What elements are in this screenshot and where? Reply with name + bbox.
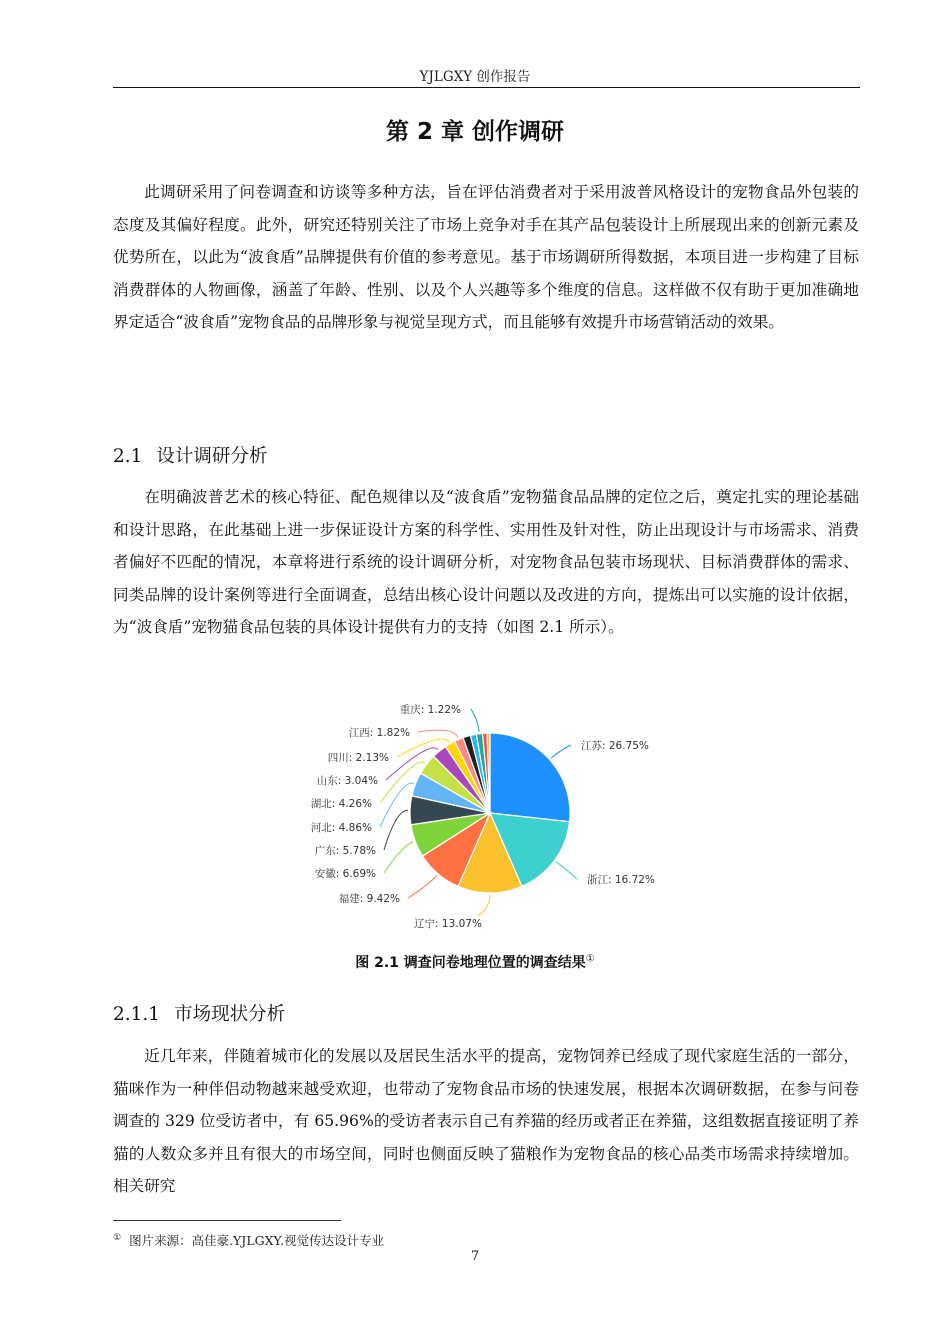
pie-leader-line: [384, 810, 408, 850]
section-2-1-1-paragraph: 近几年来，伴随着城市化的发展以及居民生活水平的提高，宠物饲养已经成了现代家庭生活的一部分，猫咪作为一种伴侣动物越来越受欢迎，也带动了宠物食品市场的快速发展，根据本次调研数据，在参与问卷调查的 329 位受访者中，有 65.96%的受访者表示自己有养猫的经历或者正在养猫，这组数据直接证明了养猫的人数众多并且有很大的市场空间，同时也侧面反映了猫粮作为宠物食品的核心品类市场需求持续增加。相关研究: [113, 1047, 859, 1196]
pie-label: 江苏: 26.75%: [581, 740, 649, 752]
pie-label: 河北: 4.86%: [310, 822, 372, 834]
pie-label: 江西: 1.82%: [348, 727, 410, 739]
pie-label: 福建: 9.42%: [338, 893, 400, 905]
pie-label: 辽宁: 13.07%: [414, 918, 482, 930]
pie-leader-line: [384, 842, 413, 873]
footnote: [113, 1231, 384, 1249]
section-heading-2-1: [113, 442, 267, 468]
section-heading-2-1-1: [113, 1000, 285, 1026]
pie-leader-line: [478, 895, 490, 916]
section-title: 设计调研分析: [156, 446, 268, 467]
figure-caption: [0, 952, 950, 972]
pie-leader-line: [551, 745, 571, 758]
section-number: 2.1: [113, 446, 143, 467]
pie-leader-line: [471, 709, 479, 732]
footnote-rule: [113, 1220, 341, 1221]
pie-label: 山东: 3.04%: [316, 775, 378, 787]
pie-label: 四川: 2.13%: [327, 752, 389, 764]
pie-label: 广东: 5.78%: [314, 845, 376, 857]
chapter-title: 第 2 章 创作调研: [385, 119, 565, 145]
page-number: 7: [470, 1249, 480, 1264]
footnote-mark: ①: [113, 1232, 122, 1243]
pie-slice: [490, 733, 570, 822]
pie-leader-line: [380, 783, 414, 827]
pie-leader-line: [408, 875, 437, 898]
pie-chart-svg: [300, 694, 680, 934]
pie-leader-line: [418, 730, 458, 737]
header-rule: [113, 87, 860, 88]
section-2-1-paragraph: 在明确波普艺术的核心特征、配色规律以及“波食盾”宠物猫食品品牌的定位之后，奠定扎实的理论基础和设计思路，在此基础上进一步保证设计方案的科学性、实用性及针对性，防止出现设计与市场需求、消费者偏好不匹配的情况，本章将进行系统的设计调研分析，对宠物食品包装市场现状、目标消费群体的需求、同类品牌的设计案例等进行全面调查，总结出核心设计问题以及改进的方向，提炼出可以实施的设计依据，为“波食盾”宠物猫食品包装的具体设计提供有力的支持（如图 2.1 所示）。: [113, 488, 859, 637]
pie-label: 重庆: 1.22%: [399, 704, 461, 716]
pie-leader-line: [556, 862, 577, 879]
figure-footnote-mark: ①: [585, 953, 595, 965]
page-header: YJLGXY 创作报告: [419, 69, 531, 85]
intro-paragraph: 此调研采用了问卷调查和访谈等多种方法，旨在评估消费者对于采用波普风格设计的宠物食品外包装的态度及其偏好程度。此外，研究还特别关注了市场上竞争对手在其产品包装设计上所展现出来的创新元素及优势所在，以此为“波食盾”品牌提供有价值的参考意见。基于市场调研所得数据，本项目进一步构建了目标消费群体的人物画像，涵盖了年龄、性别、以及个人兴趣等多个维度的信息。这样做不仅有助于更加准确地界定适合“波食盾”宠物食品的品牌形象与视觉呈现方式，而且能够有效提升市场营销活动的效果。: [113, 183, 859, 332]
pie-label: 湖北: 4.26%: [310, 798, 372, 810]
pie-label: 浙江: 16.72%: [587, 874, 655, 886]
pie-chart: [300, 694, 680, 934]
section-title: 市场现状分析: [174, 1004, 286, 1025]
section-number: 2.1.1: [113, 1004, 161, 1025]
figure-caption-text: 图 2.1 调查问卷地理位置的调查结果: [355, 955, 586, 971]
footnote-text: 图片来源：高佳豪.YJLGXY.视觉传达设计专业: [129, 1233, 385, 1248]
pie-label: 安徽: 6.69%: [314, 868, 376, 880]
